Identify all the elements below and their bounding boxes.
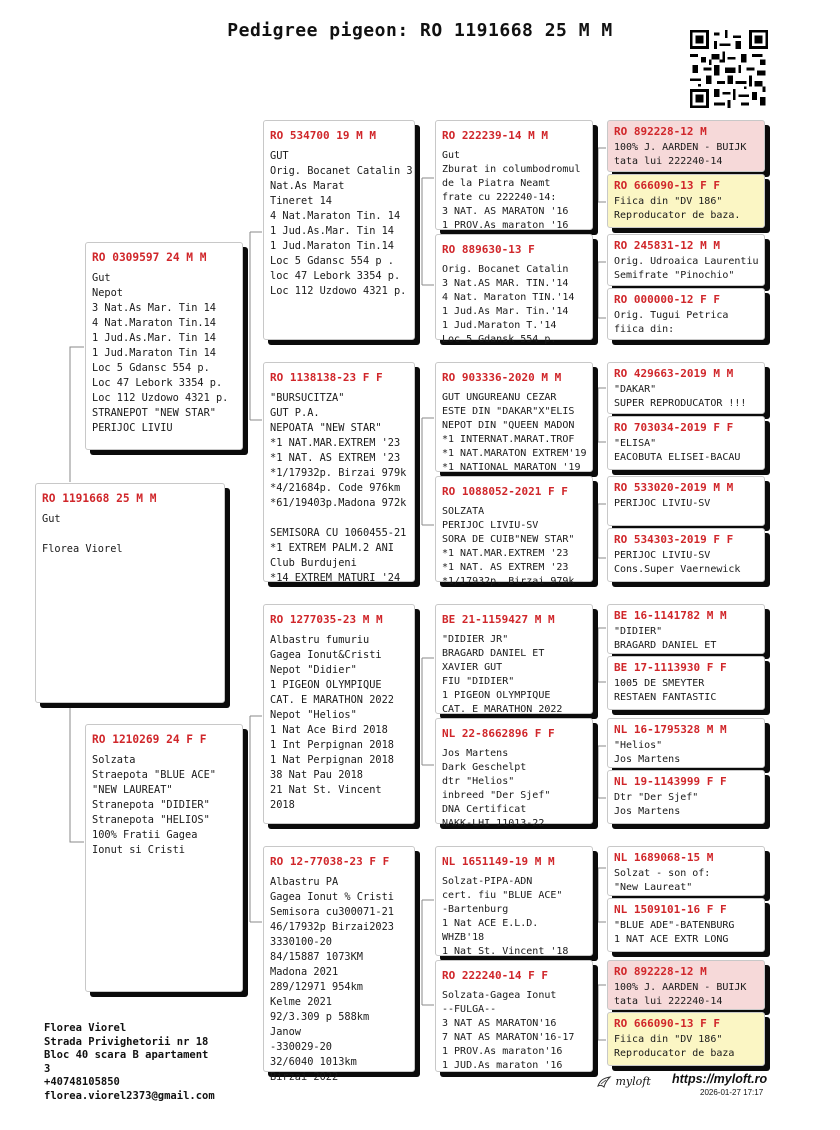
ancestor-card[interactable]: [607, 960, 765, 1010]
ancestor-card[interactable]: [607, 416, 765, 470]
great-grandparent-notes: Jos Martens Dark Geschelpt dtr "Helios" inbreed "Der Sjef" DNA Certificat NAKK-LHI 11013-22: [442, 748, 551, 829]
print-date: 2026-01-27 17:17: [700, 1088, 764, 1097]
ancestor-ring: RO 245831-12 M M: [614, 239, 720, 252]
great-grandparent-ring: RO 222239-14 M M: [442, 129, 548, 142]
great-grandparent-card[interactable]: [435, 604, 593, 714]
ancestor-card[interactable]: [607, 1012, 765, 1066]
great-grandparent-card[interactable]: [435, 960, 593, 1072]
ancestor-ring: RO 533020-2019 M M: [614, 481, 734, 494]
sire-card[interactable]: [85, 242, 243, 450]
website-link[interactable]: https://myloft.ro: [672, 1072, 768, 1086]
ancestor-notes: 100% J. AARDEN - BUIJK tata lui 222240-14: [614, 982, 747, 1007]
great-grandparent-ring: NL 22-8662896 F F: [442, 727, 555, 740]
great-grandparent-ring: RO 1088052-2021 F F: [442, 485, 568, 498]
dam-card[interactable]: [85, 724, 243, 992]
sire-notes: Gut Nepot 3 Nat.As Mar. Tin 14 4 Nat.Maraton Tin.14 1 Jud.As.Mar. Tin 14 1 Jud.Maraton Tin 14 Loc 5 Gdansc 554 p. Loc 47 Lebork 3354 p. Loc 112 Uzdowo 4321 p. STRANEPOT "NEW STAR" PERIJOC LIVIU: [92, 272, 229, 434]
grandparent-card[interactable]: [263, 846, 415, 1083]
ancestor-notes: "DAKAR" SUPER REPRODUCATOR !!!: [614, 384, 747, 409]
ancestor-notes: "Helios" Jos Martens: [614, 740, 681, 765]
logo-text: myloft: [615, 1075, 651, 1088]
great-grandparent-notes: Orig. Bocanet Catalin 3 Nat.AS MAR. TIN.'14 4 Nat. Maraton TIN.'14 1 Jud.As Mar. Tin.'14 1 Jud.Maraton T.'14 Loc 5 Gdansk 554 p.: [442, 264, 575, 345]
ancestor-notes: PERIJOC LIVIU-SV Cons.Super Vaernewick: [614, 550, 741, 575]
ancestor-notes: 100% J. AARDEN - BUIJK tata lui 222240-14: [614, 142, 747, 167]
great-grandparent-notes: Solzat-PIPA-ADN cert. fiu "BLUE ACE" -Bartenburg 1 Nat ACE E.L.D. WHZB'18 1 Nat St. Vincent '18: [442, 876, 569, 957]
ancestor-card[interactable]: [607, 846, 765, 896]
ancestor-notes: PERIJOC LIVIU-SV: [614, 498, 711, 509]
ancestor-card[interactable]: [607, 898, 765, 952]
ancestor-ring: RO 000000-12 F F: [614, 293, 720, 306]
ancestor-notes: Dtr "Der Sjef" Jos Martens: [614, 792, 699, 817]
great-grandparent-card[interactable]: [435, 476, 593, 587]
dam-ring: RO 1210269 24 F F: [92, 733, 207, 746]
grandparent-notes: Albastru PA Gagea Ionut % Cristi Semisora cu300071-21 46/17932p Birzai2023 3330100-20 84/15887 1073KM Madona 2021 289/12971 954km Kelme 2021 92/3.309 p 588km Janow -330029-20 32/6040 1013km Birzai 2022: [270, 876, 394, 1083]
myloft-logo-icon: [596, 1074, 658, 1094]
grandparent-notes: Albastru fumuriu Gagea Ionut&Cristi Nepot "Didier" 1 PIGEON OLYMPIQUE CAT. E MARATHON 2022 Nepot "Helios" 1 Nat Ace Bird 2018 1 Int Perpignan 2018 1 Nat Perpignan 2018 38 Nat Pau 2018 21 Nat St. Vincent 2018: [270, 634, 394, 811]
great-grandparent-notes: Solzata-Gagea Ionut --FULGA-- 3 NAT AS MARATON'16 7 NAT AS MARATON'16-17 1 PROV.As maraton'16 1 JUD.As maraton '16: [442, 990, 575, 1071]
ancestor-notes: Orig. Tugui Petrica fiica din:: [614, 310, 729, 335]
ancestor-notes: Orig. Udroaica Laurentiu Semifrate "Pinochio": [614, 256, 759, 281]
ancestor-ring: RO 703034-2019 F F: [614, 421, 734, 434]
ancestor-ring: BE 17-1113930 F F: [614, 661, 727, 674]
subject-card[interactable]: [35, 483, 225, 703]
ancestor-notes: "DIDIER" BRAGARD DANIEL ET: [614, 626, 717, 651]
ancestor-ring: RO 534303-2019 F F: [614, 533, 734, 546]
grandparent-ring: RO 12-77038-23 F F: [270, 855, 390, 868]
great-grandparent-notes: GUT UNGUREANU CEZAR ESTE DIN "DAKAR"X"ELIS NEPOT DIN "QUEEN MADON *1 INTERNAT.MARAT.TROF *1 NAT.MARATON EXTREM'19 *1 NATIONAL MARATON '19: [442, 392, 587, 473]
subject-ring: RO 1191668 25 M M: [42, 492, 157, 505]
ancestor-card[interactable]: [607, 174, 765, 228]
ancestor-ring: NL 16-1795328 M M: [614, 723, 727, 736]
subject-notes: Gut Florea Viorel: [42, 513, 123, 555]
grandparent-ring: RO 1138138-23 F F: [270, 371, 383, 384]
great-grandparent-ring: RO 222240-14 F F: [442, 969, 548, 982]
ancestor-card[interactable]: [607, 362, 765, 414]
dam-notes: Solzata Straepota "BLUE ACE" "NEW LAUREAT" Stranepota "DIDIER" Stranepota "HELIOS" 100% Fratii Gagea Ionut si Cristi: [92, 754, 216, 856]
great-grandparent-card[interactable]: [435, 718, 593, 829]
great-grandparent-ring: BE 21-1159427 M M: [442, 613, 555, 626]
great-grandparent-notes: SOLZATA PERIJOC LIVIU-SV SORA DE CUIB"NEW STAR" *1 NAT.MAR.EXTREM '23 *1 NAT. AS EXTREM '23 *1/17932p. Birzai 979k: [442, 506, 575, 587]
ancestor-card[interactable]: [607, 656, 765, 710]
grandparent-ring: RO 534700 19 M M: [270, 129, 376, 142]
ancestor-ring: NL 1689068-15 M: [614, 851, 714, 864]
grandparent-notes: GUT Orig. Bocanet Catalin 3 Nat.As Marat Tineret 14 4 Nat.Maraton Tin. 14 1 Jud.As.Mar. Tin 14 1 Jud.Maraton Tin.14 Loc 5 Gdansc 554 p . loc 47 Lebork 3354 p. Loc 112 Uzdowo 4321 p.: [270, 150, 413, 297]
great-grandparent-ring: RO 903336-2020 M M: [442, 371, 562, 384]
grandparent-card[interactable]: [263, 362, 415, 582]
ancestor-notes: 1005 DE SMEYTER RESTAEN FANTASTIC: [614, 678, 717, 703]
ancestor-card[interactable]: [607, 770, 765, 824]
ancestor-ring: RO 666090-13 F F: [614, 179, 720, 192]
grandparent-card[interactable]: [263, 120, 415, 340]
ancestor-notes: Fiica din "DV 186" Reproducator de baza.: [614, 196, 741, 221]
ancestor-card[interactable]: [607, 604, 765, 654]
ancestor-ring: NL 1509101-16 F F: [614, 903, 727, 916]
great-grandparent-card[interactable]: [435, 362, 593, 472]
grandparent-card[interactable]: [263, 604, 415, 824]
great-grandparent-ring: RO 889630-13 F: [442, 243, 535, 256]
ancestor-card[interactable]: [607, 528, 765, 582]
page-title: Pedigree pigeon: RO 1191668 25 M M: [227, 20, 613, 41]
ancestor-notes: Solzat - son of: "New Laureat": [614, 868, 711, 893]
ancestor-card[interactable]: [607, 234, 765, 286]
great-grandparent-card[interactable]: [435, 846, 593, 956]
great-grandparent-notes: Gut Zburat in columbodromul de la Piatra Neamt frate cu 222240-14: 3 NAT. AS MARATON '16 1 PROV.As maraton '16: [442, 150, 581, 231]
ancestor-card[interactable]: [607, 120, 765, 172]
ancestor-card[interactable]: [607, 288, 765, 340]
grandparent-notes: "BURSUCITZA" GUT P.A. NEPOATA "NEW STAR" *1 NAT.MAR.EXTREM '23 *1 NAT. AS EXTREM '23 *1/17932p. Birzai 979k *4/21684p. Code 976km *61/19403p.Madona 972k SEMISORA CU 1060455-21 *1 EXTREM PALM.2 ANI Club Burdujeni *14 EXTREM MATURI '24: [270, 392, 407, 584]
ancestor-ring: RO 666090-13 F F: [614, 1017, 720, 1030]
great-grandparent-ring: NL 1651149-19 M M: [442, 855, 555, 868]
great-grandparent-notes: "DIDIER JR" BRAGARD DANIEL ET XAVIER GUT FIU "DIDIER" 1 PIGEON OLYMPIQUE CAT. E MARATHON 2022: [442, 634, 563, 715]
owner-contact: Florea Viorel Strada Privighetorii nr 18 Bloc 40 scara B apartament 3 +40748105850 florea.viorel2373@gmail.com: [44, 1022, 215, 1102]
ancestor-ring: BE 16-1141782 M M: [614, 609, 727, 622]
ancestor-ring: RO 429663-2019 M M: [614, 367, 734, 380]
ancestor-ring: RO 892228-12 M: [614, 965, 707, 978]
ancestor-ring: RO 892228-12 M: [614, 125, 707, 138]
ancestor-card[interactable]: [607, 476, 765, 526]
great-grandparent-card[interactable]: [435, 120, 593, 230]
sire-ring: RO 0309597 24 M M: [92, 251, 207, 264]
ancestor-notes: Fiica din "DV 186" Reproducator de baza: [614, 1034, 735, 1059]
great-grandparent-card[interactable]: [435, 234, 593, 345]
ancestor-notes: "ELISA" EACOBUTA ELISEI-BACAU: [614, 438, 741, 463]
grandparent-ring: RO 1277035-23 M M: [270, 613, 383, 626]
ancestor-ring: NL 19-1143999 F F: [614, 775, 727, 788]
ancestor-card[interactable]: [607, 718, 765, 768]
ancestor-notes: "BLUE ADE"-BATENBURG 1 NAT ACE EXTR LONG: [614, 920, 735, 945]
